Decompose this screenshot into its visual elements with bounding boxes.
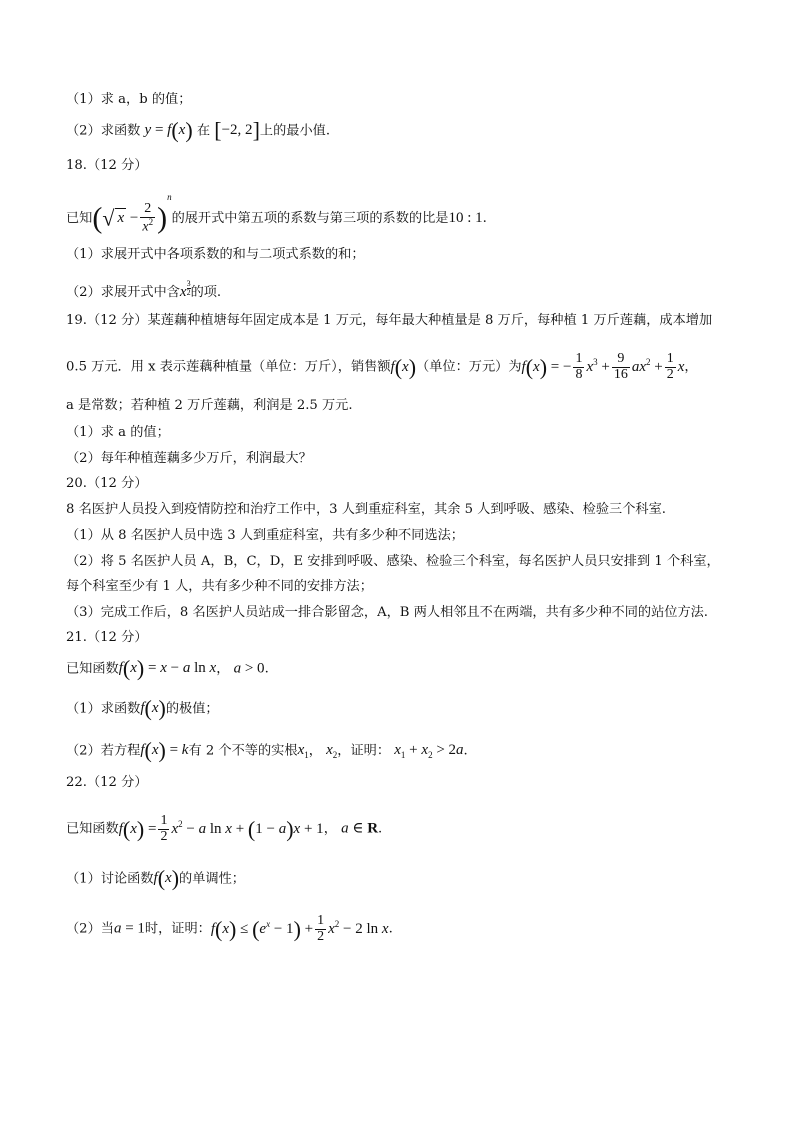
q19-line3: a 是常数；若种植 2 万斤莲藕，利润是 2.5 万元. xyxy=(66,398,353,413)
q22-header: 22.（12 分） xyxy=(66,775,148,790)
q21-stem: 已知函数f(x) = x − a ln x， a > 0. xyxy=(66,656,269,681)
q18-part2: （2）求展开式中含x $\frac{3}{2}$ 的项. xyxy=(66,279,222,300)
q18-part1: （1）求展开式中各项系数的和与二项式系数的和； xyxy=(66,247,365,262)
q20-header: 20.（12 分） xyxy=(66,476,148,491)
q22-stem: 已知函数f(x) = $\frac{1}{2}$ $x^2 - a$ ln x + (1 − a)x + 1， a ∈ R. xyxy=(66,813,383,844)
q18-stem: 已知(√ x − $\frac{2}{x^2}$ )$^n$的展开式中第五项的系数与第三项的系数的比是10 : 1. xyxy=(66,192,487,235)
q19-line2: 0.5 万元．用 x 表示莲藕种植量（单位：万斤），销售额f(x)（单位：万元）为f(x) = − $\frac{1}{8}$ $x^3$ + $\frac{9}{16}$ $ax^2$ + $\frac{1}{2}$ x， xyxy=(66,351,698,382)
q21-header: 21.（12 分） xyxy=(66,630,148,645)
q22-part1: （1）讨论函数f(x)的单调性； xyxy=(66,866,245,891)
q22-part2: （2）当a = 1时，证明：$f(x) \le (e^x - 1)$ + $\frac{1}{2}$ $x^2 - 2$ ln x. xyxy=(66,913,393,944)
q19-header-stem: 19.（12 分）某莲藕种植塘每年固定成本是 1 万元，每年最大种植量是 8 万斤，每种植 1 万斤莲藕，成本增加 xyxy=(66,313,713,328)
q20-part1: （1）从 8 名医护人员中选 3 人到重症科室，共有多少种不同选法； xyxy=(66,528,464,543)
q17-part1: （1）求 a，b 的值； xyxy=(66,92,192,107)
q20-part2-line1: （2）将 5 名医护人员 A，B，C，D，E 安排到呼吸、感染、检验三个科室，每名医护人员只安排到 1 个科室， xyxy=(66,554,720,569)
q20-part2-line2: 每个科室至少有 1 人，共有多少种不同的安排方法； xyxy=(66,579,373,594)
q18-header: 18.（12 分） xyxy=(66,158,148,173)
q19-part1: （1）求 a 的值； xyxy=(66,425,170,440)
q20-stem: 8 名医护人员投入到疫情防控和治疗工作中，3 人到重症科室，其余 5 人到呼吸、感染、检验三个科室. xyxy=(66,502,667,517)
q20-part3: （3）完成工作后，8 名医护人员站成一排合影留念，A，B 两人相邻且不在两端，共有多少种不同的站位方法. xyxy=(66,605,709,620)
q21-part1: （1）求函数f(x)的极值； xyxy=(66,696,219,721)
q17-part2: （2）求函数 y = f(x) 在 [−2, 2]上的最小值. xyxy=(66,118,331,143)
q19-part2: （2）每年种植莲藕多少万斤，利润最大？ xyxy=(66,451,312,466)
q21-part2: （2）若方程f(x) = k有 2 个不等的实根$x_1$， $x_2$，证明： $x_1 + x_2 > 2a$. xyxy=(66,738,468,763)
